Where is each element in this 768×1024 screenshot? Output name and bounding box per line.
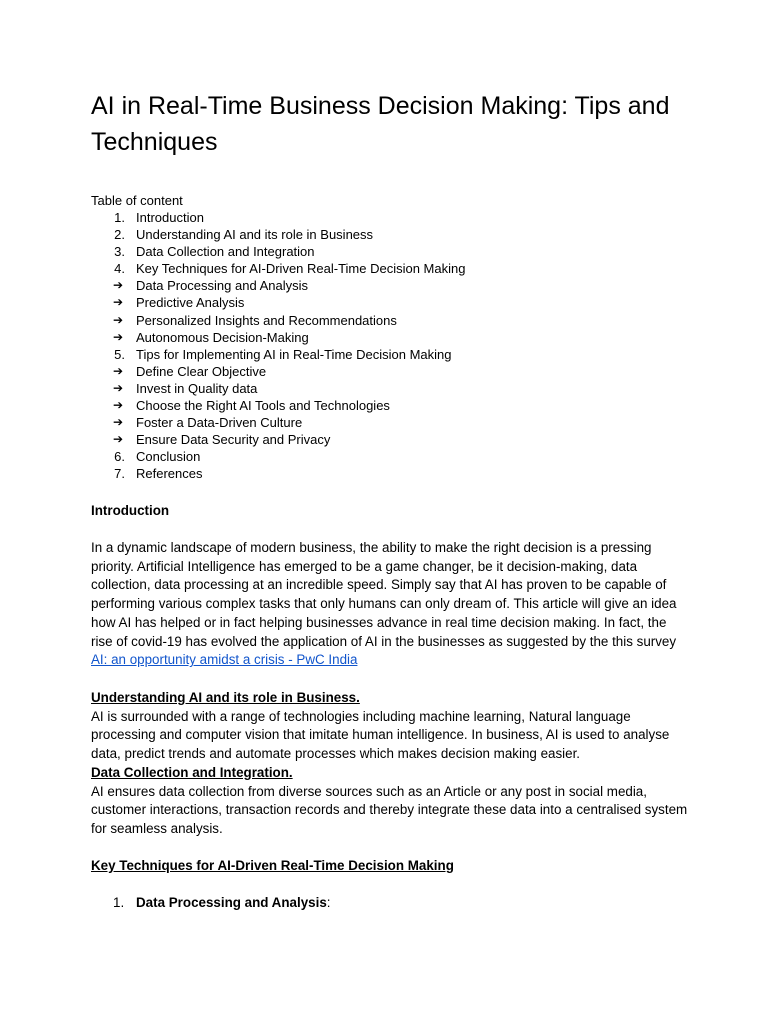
understanding-heading: Understanding AI and its role in Business.: [91, 690, 360, 705]
toc-item-label: Define Clear Objective: [136, 363, 267, 379]
toc-item: [91, 226, 691, 243]
introduction-paragraph: [91, 539, 691, 670]
data-collection-paragraph: AI ensures data collection from diverse sources such as an Article or any post in social media, customer interactions, transaction records and thereby integrate these data into a centralised system for seamless analysis.: [91, 783, 688, 836]
pwc-survey-link[interactable]: AI: an opportunity amidst a crisis - PwC India: [91, 652, 358, 668]
toc-item: [91, 380, 691, 397]
toc-item: [91, 346, 691, 363]
arrow-bullet-icon: ➔: [113, 312, 124, 327]
toc-item: [91, 312, 691, 329]
toc-number: 3.: [114, 244, 125, 260]
introduction-text: In a dynamic landscape of modern business, the ability to make the right decision is a pressing priority. Artificial Intelligence has emerged to be a game changer, be it decision-making, data collection, data processing at an incredible speed. Simply say that AI has proven to be capable of performing various complex tasks that only humans can only dream of. This article will give an idea how AI has helped or in fact helping businesses advance in real time decision making. In fact, the rise of covid-19 has evolved the application of AI in the businesses as suggested by the this survey: [91, 540, 677, 649]
data-collection-heading: Data Collection and Integration.: [91, 764, 293, 780]
arrow-bullet-icon: ➔: [113, 432, 124, 447]
toc-item: [91, 363, 691, 380]
toc-number: 6.: [114, 449, 125, 465]
toc-item: [91, 448, 691, 465]
toc-item-label: Predictive Analysis: [136, 295, 245, 311]
toc-number: 7.: [114, 466, 125, 482]
key-techniques-heading: Key Techniques for AI-Driven Real-Time Decision Making: [91, 858, 454, 873]
table-of-contents: [91, 192, 691, 483]
key-technique-suffix: :: [326, 895, 331, 910]
arrow-bullet-icon: ➔: [113, 380, 124, 395]
toc-item-label: Data Processing and Analysis: [136, 278, 308, 294]
key-technique-number: 1.: [113, 895, 125, 910]
toc-item-label: Conclusion: [136, 449, 201, 465]
toc-item-label: Tips for Implementing AI in Real-Time Decision Making: [136, 346, 452, 362]
toc-number: 2.: [114, 227, 125, 243]
toc-item: [91, 329, 691, 346]
toc-item: [91, 431, 691, 448]
toc-item: [91, 294, 691, 311]
arrow-bullet-icon: ➔: [113, 415, 124, 430]
arrow-bullet-icon: ➔: [113, 363, 124, 378]
toc-item: [91, 243, 691, 260]
key-technique-title: Data Processing and Analysis: [136, 895, 327, 910]
toc-item-label: Invest in Quality data: [136, 380, 258, 396]
toc-item: [91, 397, 691, 414]
introduction-heading: Introduction: [91, 503, 170, 518]
arrow-bullet-icon: ➔: [113, 278, 124, 293]
toc-number: 4.: [114, 261, 125, 277]
toc-item-label: Foster a Data-Driven Culture: [136, 415, 303, 431]
arrow-bullet-icon: ➔: [113, 295, 124, 310]
toc-item: [91, 277, 691, 294]
toc-heading: Table of content: [91, 193, 183, 208]
key-technique-label: [136, 894, 331, 913]
toc-list: [91, 209, 691, 483]
arrow-bullet-icon: ➔: [113, 398, 124, 413]
toc-number: 1.: [114, 210, 125, 225]
toc-item: [91, 414, 691, 431]
toc-item-label: Choose the Right AI Tools and Technologies: [136, 398, 390, 414]
toc-item-label: Personalized Insights and Recommendations: [136, 312, 397, 328]
arrow-bullet-icon: ➔: [113, 329, 124, 344]
toc-item-label: Autonomous Decision-Making: [136, 329, 309, 345]
toc-number: 5.: [114, 346, 125, 362]
toc-item-label: References: [136, 466, 203, 482]
toc-item-label: Understanding AI and its role in Business: [136, 227, 374, 243]
understanding-section: [91, 689, 691, 839]
toc-item: [91, 260, 691, 277]
toc-item-label: Introduction: [136, 210, 204, 225]
understanding-paragraph: AI is surrounded with a range of technologies including machine learning, Natural language processing and computer vision that imitate human intelligence. In business, AI is used to analyse data, predict trends and automate processes which makes decision making easier.: [91, 708, 670, 762]
toc-item-label: Data Collection and Integration: [136, 244, 315, 260]
document-title: AI in Real-Time Business Decision Making: Tips and Techniques: [91, 92, 670, 156]
toc-item: [91, 465, 691, 482]
toc-item-label: Ensure Data Security and Privacy: [136, 432, 331, 448]
toc-item-label: Key Techniques for AI-Driven Real-Time Decision Making: [136, 261, 466, 277]
toc-item: [91, 209, 691, 226]
